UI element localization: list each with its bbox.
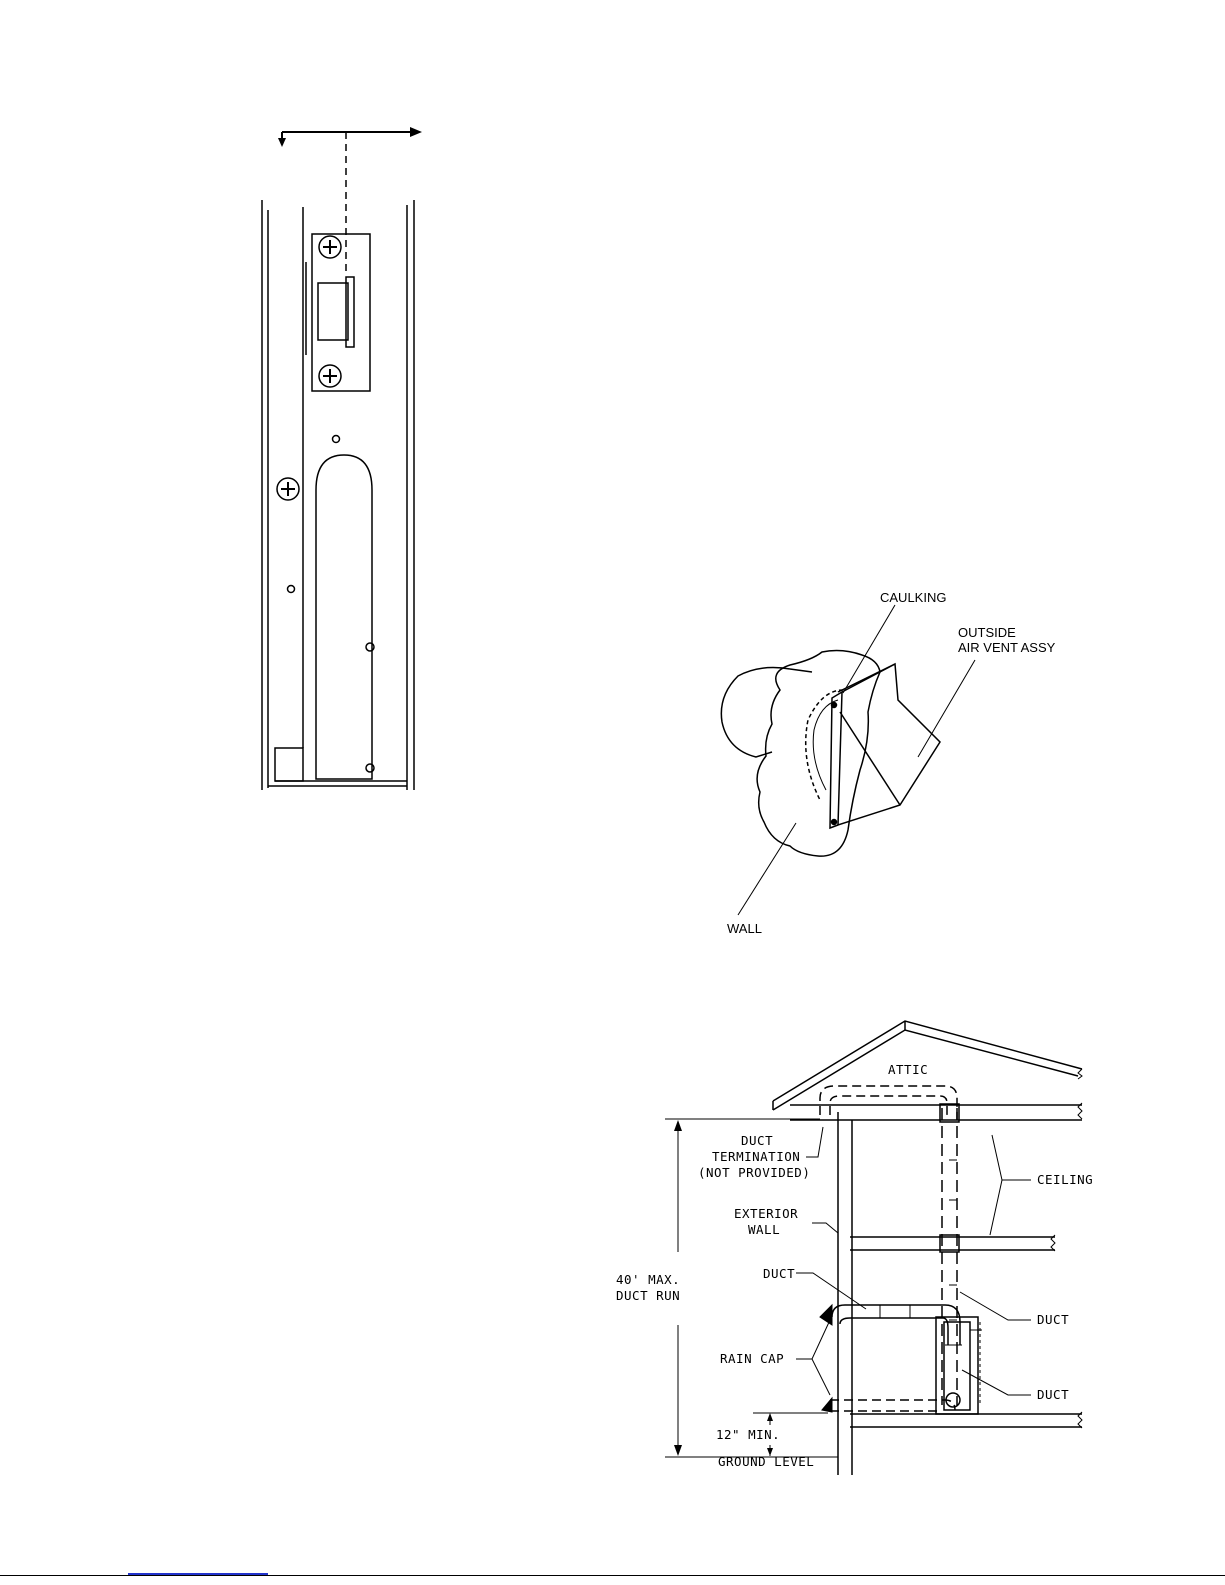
max-run-label-2: DUCT RUN xyxy=(616,1288,681,1303)
max-run-label: 40' MAX. xyxy=(616,1272,681,1287)
exterior-wall-label-2: WALL xyxy=(748,1222,781,1237)
screw-icon xyxy=(277,478,299,500)
direction-arrow xyxy=(278,127,422,275)
panel-detail xyxy=(262,127,422,790)
footer-link-underline[interactable] xyxy=(128,1573,268,1575)
ceiling-label: CEILING xyxy=(1037,1172,1094,1187)
duct-label-right: DUCT xyxy=(1037,1312,1070,1327)
duct-label-upper: DUCT xyxy=(763,1266,796,1281)
duct-termination-label-3: (NOT PROVIDED) xyxy=(698,1165,811,1180)
screw-icon xyxy=(319,236,341,258)
rain-cap-label: RAIN CAP xyxy=(720,1351,785,1366)
air-vent-assy-label: AIR VENT ASSY xyxy=(958,640,1056,655)
duct-run-diagram xyxy=(665,1021,1082,1475)
ground-level-label: GROUND LEVEL xyxy=(718,1454,815,1469)
duct-termination-label: DUCT xyxy=(741,1133,774,1148)
footer-rule xyxy=(0,1575,1225,1576)
attic-label: ATTIC xyxy=(888,1062,929,1077)
outside-label: OUTSIDE xyxy=(958,625,1016,640)
duct-label-right-2: DUCT xyxy=(1037,1387,1070,1402)
vent-assembly xyxy=(721,605,975,915)
exterior-wall-label: EXTERIOR xyxy=(734,1206,799,1221)
duct-termination-label-2: TERMINATION xyxy=(712,1149,801,1164)
wall-label: WALL xyxy=(727,921,762,936)
min-height-label: 12" MIN. xyxy=(716,1427,781,1442)
caulking-label: CAULKING xyxy=(880,590,947,605)
screw-icon xyxy=(319,365,341,387)
